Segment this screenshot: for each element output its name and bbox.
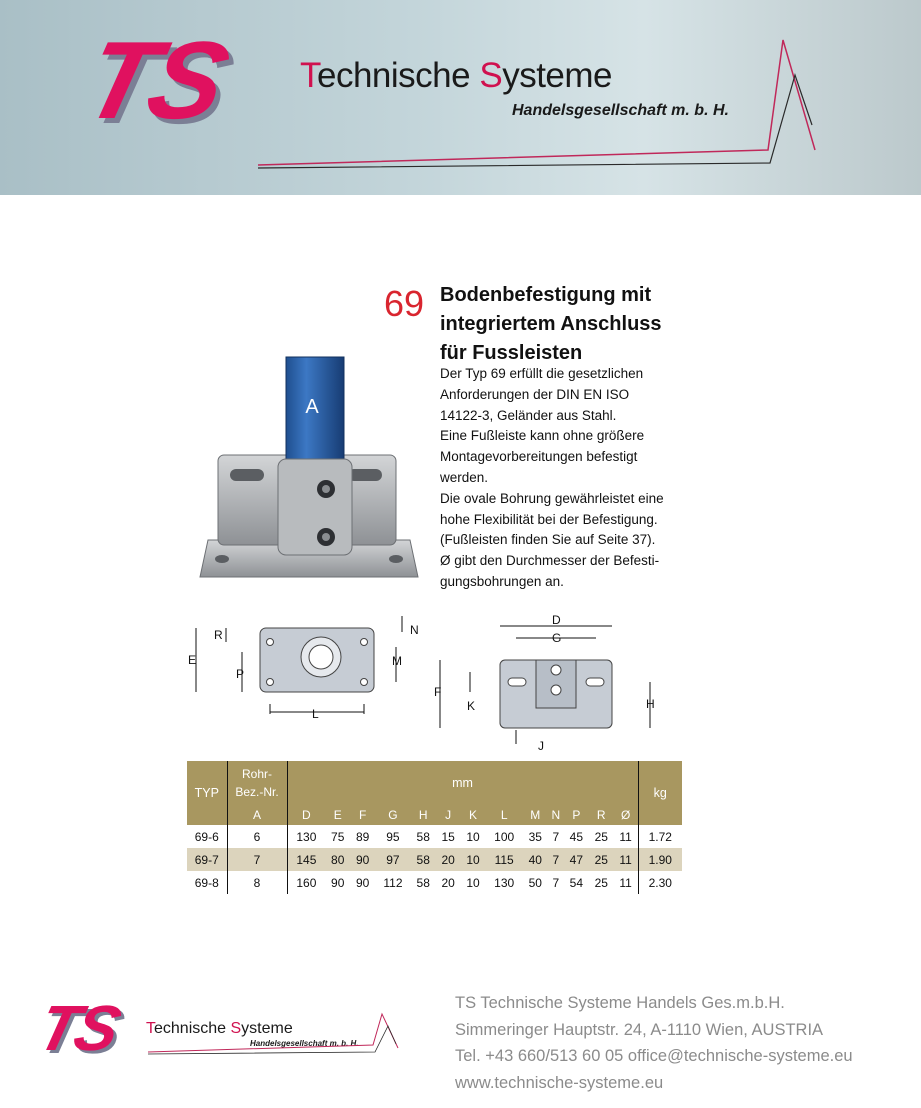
brand-word1: echnische	[317, 56, 480, 95]
dimension-drawing-top-view	[186, 612, 426, 732]
cell-kg: 1.90	[638, 848, 682, 871]
dim-label-n: N	[410, 623, 419, 637]
cell-d: 130	[296, 829, 317, 844]
product-photo	[198, 355, 420, 587]
col-header-n: N	[548, 805, 564, 825]
footer-logo	[28, 992, 408, 1080]
title-line: für Fussleisten	[440, 342, 583, 364]
cell-d: 160	[296, 875, 317, 890]
photo-label-a: A	[305, 396, 319, 418]
address-line-website: www.technische-systeme.eu	[455, 1073, 664, 1092]
product-description	[440, 364, 700, 593]
cell-k: 10	[466, 875, 480, 890]
col-header-f: F	[350, 805, 375, 825]
table-row	[187, 825, 682, 848]
cell-typ: 69-6	[187, 825, 227, 848]
cell-a: 8	[227, 871, 287, 894]
col-header-d: D	[287, 805, 325, 825]
specification-table	[187, 761, 682, 894]
cell-diameter: 11	[614, 848, 638, 871]
description-line: 14122-3, Geländer aus Stahl.	[440, 407, 617, 423]
description-line: (Fußleisten finden Sie auf Seite 37).	[440, 532, 656, 548]
cell-r: 25	[589, 848, 614, 871]
cell-a: 7	[227, 848, 287, 871]
header-rohr-line2: Bez.-Nr.	[235, 785, 279, 799]
product-title	[440, 281, 740, 368]
cell-n: 7	[552, 829, 560, 844]
cell-e: 90	[331, 875, 345, 890]
col-header-k: K	[461, 805, 486, 825]
col-header-g: G	[375, 805, 411, 825]
dim-label-p: P	[236, 667, 245, 681]
cell-k: 10	[461, 848, 486, 871]
brand-letter-s: S	[479, 56, 503, 95]
footer-swoosh-lines	[28, 992, 408, 1080]
dim-label-f: F	[434, 685, 442, 699]
cell-d: 145	[287, 848, 325, 871]
cell-p: 47	[564, 848, 589, 871]
description-line: Anforderungen der DIN EN ISO	[440, 386, 630, 402]
cell-j: 20	[436, 848, 461, 871]
cell-diameter: 11	[614, 871, 638, 894]
cell-h: 58	[411, 848, 436, 871]
company-address	[455, 990, 915, 1096]
banner-swoosh-lines	[0, 0, 921, 195]
col-header-r: R	[589, 805, 614, 825]
cell-kg: 1.72	[648, 829, 672, 844]
cell-typ: 69-7	[187, 848, 227, 871]
cell-h: 58	[416, 875, 430, 890]
dim-label-m: M	[392, 654, 402, 668]
header-banner	[0, 0, 921, 195]
cell-typ: 69-8	[187, 871, 227, 894]
cell-r: 25	[594, 829, 608, 844]
header-rohr-line1: Rohr-	[241, 767, 272, 781]
cell-n: 7	[548, 848, 564, 871]
header-typ: TYP	[187, 761, 227, 825]
description-line: hohe Flexibilität bei der Befestigung.	[440, 511, 658, 527]
description-line: Die ovale Bohrung gewährleistet eine	[440, 490, 664, 506]
cell-k: 10	[466, 829, 480, 844]
cell-kg: 2.30	[648, 875, 672, 890]
cell-r: 25	[594, 875, 608, 890]
dim-label-d: D	[552, 613, 561, 627]
ts-logo: TS	[72, 19, 237, 142]
title-line: integriertem Anschluss	[440, 313, 662, 335]
brand-word2: ysteme	[502, 56, 612, 95]
dim-label-g: G	[552, 631, 562, 645]
cell-m: 50	[528, 875, 542, 890]
dim-label-r: R	[214, 628, 223, 642]
description-line: gungsbohrungen an.	[440, 573, 564, 589]
title-line: Bodenbefestigung mit	[440, 284, 652, 306]
col-header-l: L	[486, 805, 523, 825]
footer-brand-letter-s: S	[230, 1020, 242, 1037]
cell-f: 90	[355, 875, 370, 890]
col-header-h: H	[411, 805, 436, 825]
cell-f: 90	[350, 848, 375, 871]
dim-label-l: L	[312, 707, 319, 721]
address-line-company: TS Technische Systeme Handels Ges.m.b.H.	[455, 994, 785, 1012]
footer-brand-word1: echnische	[154, 1020, 231, 1037]
cell-diameter: 11	[614, 825, 638, 848]
col-header-a: A	[227, 805, 287, 825]
dimension-drawing-front-view	[432, 612, 672, 752]
footer-brand-word2: ysteme	[241, 1020, 293, 1037]
description-line: werden.	[440, 469, 489, 485]
cell-l: 115	[486, 848, 523, 871]
col-header-diameter: Ø	[614, 805, 638, 825]
description-line: Eine Fußleiste kann ohne größere	[440, 428, 645, 444]
cell-g: 95	[386, 829, 400, 844]
table-row	[187, 871, 682, 894]
cell-l: 100	[494, 829, 515, 844]
header-mm: mm	[287, 761, 638, 805]
cell-j: 20	[441, 875, 455, 890]
cell-l: 130	[494, 875, 515, 890]
cell-h: 58	[416, 829, 430, 844]
dim-label-h: H	[646, 697, 655, 711]
cell-f: 89	[355, 829, 370, 844]
cell-g: 112	[383, 875, 403, 890]
brand-subtitle: Handelsgesellschaft m. b. H.	[512, 102, 729, 119]
address-line-street: Simmeringer Hauptstr. 24, A-1110 Wien, AUSTRIA	[455, 1020, 824, 1039]
cell-j: 15	[441, 829, 455, 844]
cell-g: 97	[375, 848, 411, 871]
dim-label-e: E	[188, 653, 197, 667]
footer-brand-letter-t: T	[146, 1020, 154, 1037]
address-line-contact: Tel. +43 660/513 60 05 office@technische-systeme.eu	[455, 1047, 853, 1065]
header-kg: kg	[638, 761, 682, 825]
brand-letter-t: T	[300, 56, 317, 95]
col-header-p: P	[564, 805, 589, 825]
header-rohr	[227, 761, 287, 805]
col-header-j: J	[436, 805, 461, 825]
cell-e: 75	[331, 829, 345, 844]
table-row	[187, 848, 682, 871]
footer-ts-logo: TS	[31, 992, 125, 1064]
cell-m: 40	[523, 848, 548, 871]
description-line: Montagevorbereitungen befestigt	[440, 449, 638, 465]
cell-n: 7	[552, 875, 560, 890]
description-line: Der Typ 69 erfüllt die gesetzlichen	[440, 366, 644, 381]
cell-p: 54	[569, 875, 584, 890]
cell-p: 45	[569, 829, 584, 844]
description-line: Ø gibt den Durchmesser der Befesti-	[440, 553, 660, 569]
dim-label-k: K	[467, 699, 476, 713]
col-header-e: E	[325, 805, 350, 825]
cell-m: 35	[528, 829, 542, 844]
footer-brand-subtitle: Handelsgesellschaft m. b. H.	[250, 1039, 359, 1048]
cell-a: 6	[227, 825, 287, 848]
col-header-m: M	[523, 805, 548, 825]
type-number: 69	[384, 283, 425, 324]
dim-label-j: J	[538, 739, 544, 752]
cell-e: 80	[325, 848, 350, 871]
